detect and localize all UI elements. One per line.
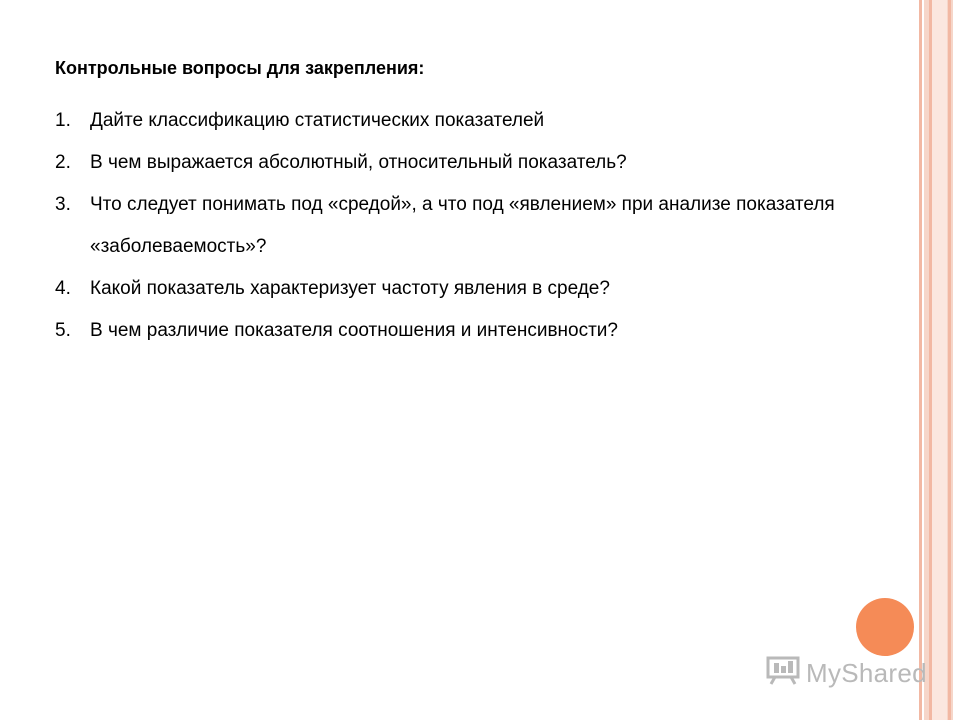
question-item [55, 100, 875, 142]
slide-content [55, 50, 875, 352]
question-list [55, 100, 875, 352]
accent-circle [856, 598, 914, 656]
question-number: 5. [55, 320, 71, 341]
presentation-board-icon [766, 655, 800, 692]
question-number: 3. [55, 194, 71, 215]
question-text: В чем выражается абсолютный, относительный показатель? [90, 152, 627, 173]
question-item [55, 268, 875, 310]
frame-line-left [919, 0, 922, 720]
frame-line-mid [929, 0, 932, 720]
question-number: 1. [55, 110, 71, 131]
question-text: Что следует понимать под «средой», а что под «явлением» при анализе показателя «заболеваемость»? [90, 194, 835, 257]
question-text: В чем различие показателя соотношения и интенсивности? [90, 320, 618, 341]
question-item [55, 142, 875, 184]
frame-line-right [948, 0, 951, 720]
question-item [55, 310, 875, 352]
question-number: 4. [55, 278, 71, 299]
slide-heading: Контрольные вопросы для закрепления: [55, 58, 425, 78]
watermark [766, 655, 927, 692]
question-text: Какой показатель характеризует частоту явления в среде? [90, 278, 610, 299]
question-text: Дайте классификацию статистических показателей [90, 110, 545, 131]
watermark-text: MyShared [806, 658, 927, 688]
frame-band-inner [930, 0, 947, 720]
question-number: 2. [55, 152, 71, 173]
question-item [55, 184, 875, 268]
